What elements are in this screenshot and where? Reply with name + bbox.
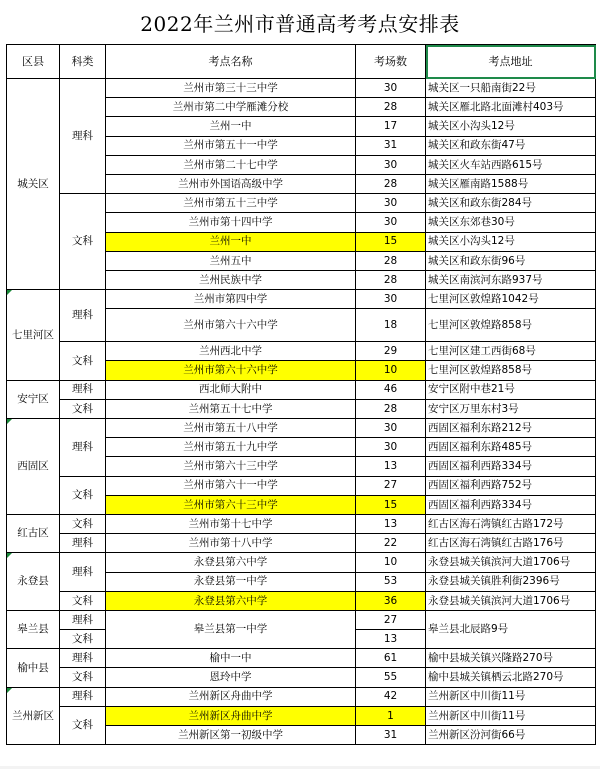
address-cell[interactable]: 西固区福利西路334号 xyxy=(426,495,596,514)
subject-cell[interactable]: 理科 xyxy=(60,380,106,399)
venue-cell[interactable]: 恩玲中学 xyxy=(106,668,356,687)
address-cell[interactable]: 西固区福利西路334号 xyxy=(426,457,596,476)
subject-cell[interactable]: 理科 xyxy=(60,553,106,591)
rooms-cell[interactable]: 30 xyxy=(356,438,426,457)
venue-cell[interactable]: 永登县第六中学 xyxy=(106,591,356,610)
exam-venue-table xyxy=(6,44,596,745)
venue-cell[interactable]: 兰州市第六十六中学 xyxy=(106,309,356,342)
column-header-address[interactable]: 考点地址 xyxy=(426,45,596,79)
venue-cell[interactable]: 永登县第一中学 xyxy=(106,572,356,591)
venue-cell[interactable]: 兰州市第六十三中学 xyxy=(106,495,356,514)
subject-cell[interactable]: 文科 xyxy=(60,476,106,514)
table-row xyxy=(7,649,596,668)
rooms-cell[interactable]: 31 xyxy=(356,136,426,155)
rooms-cell[interactable]: 1 xyxy=(356,706,426,725)
rooms-cell[interactable]: 28 xyxy=(356,174,426,193)
rooms-cell[interactable]: 13 xyxy=(356,457,426,476)
venue-cell[interactable]: 兰州市第五十一中学 xyxy=(106,136,356,155)
address-cell[interactable]: 兰州新区中川街11号 xyxy=(426,687,596,706)
district-cell[interactable]: 红古区 xyxy=(7,514,60,552)
address-cell[interactable]: 永登县城关镇滨河大道1706号 xyxy=(426,591,596,610)
district-cell[interactable]: 西固区 xyxy=(7,419,60,515)
subject-cell[interactable]: 文科 xyxy=(60,668,106,687)
table-row xyxy=(7,668,596,687)
rooms-cell[interactable]: 28 xyxy=(356,98,426,117)
rooms-cell[interactable]: 28 xyxy=(356,270,426,289)
venue-cell[interactable]: 兰州市第六十三中学 xyxy=(106,457,356,476)
venue-cell[interactable]: 兰州市第五十八中学 xyxy=(106,419,356,438)
rooms-cell[interactable]: 30 xyxy=(356,419,426,438)
table-row xyxy=(7,419,596,438)
address-cell[interactable]: 永登县城关镇滨河大道1706号 xyxy=(426,553,596,572)
rooms-cell[interactable]: 10 xyxy=(356,361,426,380)
address-cell[interactable]: 安宁区附中巷21号 xyxy=(426,380,596,399)
district-cell[interactable]: 七里河区 xyxy=(7,290,60,381)
venue-cell[interactable]: 兰州市第二中学雁滩分校 xyxy=(106,98,356,117)
rooms-cell[interactable]: 46 xyxy=(356,380,426,399)
venue-cell[interactable]: 兰州新区舟曲中学 xyxy=(106,706,356,725)
subject-cell[interactable]: 文科 xyxy=(60,399,106,418)
address-cell[interactable]: 城关区东郊巷30号 xyxy=(426,213,596,232)
address-cell[interactable]: 红古区海石湾镇红古路172号 xyxy=(426,514,596,533)
address-cell[interactable]: 城关区和政东街47号 xyxy=(426,136,596,155)
address-cell[interactable]: 榆中县城关镇栖云北路270号 xyxy=(426,668,596,687)
venue-cell[interactable]: 兰州市第十七中学 xyxy=(106,514,356,533)
venue-cell[interactable]: 兰州西北中学 xyxy=(106,342,356,361)
column-header-rooms[interactable]: 考场数 xyxy=(356,45,426,79)
venue-cell[interactable]: 兰州市第六十六中学 xyxy=(106,361,356,380)
rooms-cell[interactable]: 30 xyxy=(356,213,426,232)
rooms-cell[interactable]: 27 xyxy=(356,610,426,629)
rooms-cell[interactable]: 15 xyxy=(356,232,426,251)
table-row xyxy=(7,610,596,629)
address-cell[interactable]: 榆中县城关镇兴隆路270号 xyxy=(426,649,596,668)
rooms-cell[interactable]: 55 xyxy=(356,668,426,687)
rooms-cell[interactable]: 30 xyxy=(356,155,426,174)
rooms-cell[interactable]: 30 xyxy=(356,79,426,98)
address-cell[interactable]: 永登县城关镇胜利街2396号 xyxy=(426,572,596,591)
address-cell[interactable]: 城关区雁北路北面滩村403号 xyxy=(426,98,596,117)
venue-cell[interactable]: 兰州市第十四中学 xyxy=(106,213,356,232)
address-cell[interactable]: 西固区福利东路212号 xyxy=(426,419,596,438)
subject-cell[interactable]: 文科 xyxy=(60,342,106,380)
rooms-cell[interactable]: 36 xyxy=(356,591,426,610)
venue-cell[interactable]: 兰州第五十七中学 xyxy=(106,399,356,418)
venue-cell[interactable]: 兰州市第五十三中学 xyxy=(106,194,356,213)
address-cell[interactable]: 红古区海石湾镇红古路176号 xyxy=(426,534,596,553)
table-row xyxy=(7,476,596,495)
rooms-cell[interactable]: 13 xyxy=(356,630,426,649)
rooms-cell[interactable]: 22 xyxy=(356,534,426,553)
address-cell[interactable]: 西固区福利东路485号 xyxy=(426,438,596,457)
rooms-cell[interactable]: 15 xyxy=(356,495,426,514)
venue-cell[interactable]: 皋兰县第一中学 xyxy=(106,610,356,648)
rooms-cell[interactable]: 13 xyxy=(356,514,426,533)
page-title: 2022年兰州市普通高考考点安排表 xyxy=(140,11,460,36)
venue-cell[interactable]: 兰州市第十八中学 xyxy=(106,534,356,553)
table-row xyxy=(7,534,596,553)
venue-cell[interactable]: 兰州民族中学 xyxy=(106,270,356,289)
district-cell[interactable]: 兰州新区 xyxy=(7,687,60,745)
venue-cell[interactable]: 永登县第六中学 xyxy=(106,553,356,572)
address-cell[interactable]: 西固区福利西路752号 xyxy=(426,476,596,495)
district-cell[interactable]: 城关区 xyxy=(7,79,60,290)
rooms-cell[interactable]: 28 xyxy=(356,251,426,270)
table-row xyxy=(7,380,596,399)
subject-cell[interactable]: 理科 xyxy=(60,534,106,553)
rooms-cell[interactable]: 28 xyxy=(356,399,426,418)
venue-cell[interactable]: 兰州新区舟曲中学 xyxy=(106,687,356,706)
rooms-cell[interactable]: 18 xyxy=(356,309,426,342)
subject-cell[interactable]: 理科 xyxy=(60,290,106,342)
subject-cell[interactable]: 文科 xyxy=(60,591,106,610)
subject-cell[interactable]: 理科 xyxy=(60,687,106,706)
subject-cell[interactable]: 理科 xyxy=(60,79,106,194)
table-row xyxy=(7,342,596,361)
venue-cell[interactable]: 兰州一中 xyxy=(106,117,356,136)
district-cell[interactable]: 皋兰县 xyxy=(7,610,60,648)
column-header-subject[interactable]: 科类 xyxy=(60,45,106,79)
rooms-cell[interactable]: 30 xyxy=(356,290,426,309)
address-cell[interactable]: 城关区雁南路1588号 xyxy=(426,174,596,193)
venue-cell[interactable]: 兰州新区第一初级中学 xyxy=(106,726,356,745)
subject-cell[interactable]: 理科 xyxy=(60,419,106,477)
rooms-cell[interactable]: 31 xyxy=(356,726,426,745)
rooms-cell[interactable]: 10 xyxy=(356,553,426,572)
table-row xyxy=(7,79,596,98)
venue-cell[interactable]: 兰州市第四中学 xyxy=(106,290,356,309)
rooms-cell[interactable]: 29 xyxy=(356,342,426,361)
subject-cell[interactable]: 文科 xyxy=(60,194,106,290)
rooms-cell[interactable]: 42 xyxy=(356,687,426,706)
address-cell[interactable]: 城关区和政东街96号 xyxy=(426,251,596,270)
table-row xyxy=(7,399,596,418)
column-header-district[interactable]: 区县 xyxy=(7,45,60,79)
address-cell[interactable]: 皋兰县北辰路9号 xyxy=(426,610,596,648)
address-cell[interactable]: 兰州新区汾河街66号 xyxy=(426,726,596,745)
table-row xyxy=(7,706,596,725)
table-row xyxy=(7,290,596,309)
address-cell[interactable]: 安宁区万里东村3号 xyxy=(426,399,596,418)
address-cell[interactable]: 城关区一只船南街22号 xyxy=(426,79,596,98)
rooms-cell[interactable]: 27 xyxy=(356,476,426,495)
district-cell[interactable]: 安宁区 xyxy=(7,380,60,418)
subject-cell[interactable]: 理科 xyxy=(60,610,106,629)
venue-cell[interactable]: 兰州市第五十九中学 xyxy=(106,438,356,457)
address-cell[interactable]: 七里河区敦煌路1042号 xyxy=(426,290,596,309)
district-cell[interactable]: 永登县 xyxy=(7,553,60,611)
address-cell[interactable]: 城关区南滨河东路937号 xyxy=(426,270,596,289)
venue-cell[interactable]: 兰州一中 xyxy=(106,232,356,251)
venue-cell[interactable]: 兰州市外国语高级中学 xyxy=(106,174,356,193)
address-cell[interactable]: 城关区小沟头12号 xyxy=(426,117,596,136)
venue-cell[interactable]: 兰州市第六十一中学 xyxy=(106,476,356,495)
subject-cell[interactable]: 文科 xyxy=(60,706,106,744)
header-row xyxy=(7,45,596,79)
table-row xyxy=(7,687,596,706)
column-header-venue[interactable]: 考点名称 xyxy=(106,45,356,79)
table-row xyxy=(7,514,596,533)
table-row xyxy=(7,194,596,213)
district-cell[interactable]: 榆中县 xyxy=(7,649,60,687)
address-cell[interactable]: 城关区火车站西路615号 xyxy=(426,155,596,174)
table-row xyxy=(7,553,596,572)
address-cell[interactable]: 兰州新区中川街11号 xyxy=(426,706,596,725)
rooms-cell[interactable]: 30 xyxy=(356,194,426,213)
subject-cell[interactable]: 文科 xyxy=(60,514,106,533)
address-cell[interactable]: 城关区和政东街284号 xyxy=(426,194,596,213)
address-cell[interactable]: 七里河区敦煌路858号 xyxy=(426,309,596,342)
address-cell[interactable]: 七里河区敦煌路858号 xyxy=(426,361,596,380)
rooms-cell[interactable]: 61 xyxy=(356,649,426,668)
rooms-cell[interactable]: 17 xyxy=(356,117,426,136)
table-row xyxy=(7,591,596,610)
venue-cell[interactable]: 榆中一中 xyxy=(106,649,356,668)
subject-cell[interactable]: 理科 xyxy=(60,649,106,668)
address-cell[interactable]: 城关区小沟头12号 xyxy=(426,232,596,251)
rooms-cell[interactable]: 53 xyxy=(356,572,426,591)
subject-cell[interactable]: 文科 xyxy=(60,630,106,649)
venue-cell[interactable]: 兰州五中 xyxy=(106,251,356,270)
venue-cell[interactable]: 西北师大附中 xyxy=(106,380,356,399)
venue-cell[interactable]: 兰州市第二十七中学 xyxy=(106,155,356,174)
address-cell[interactable]: 七里河区建工西街68号 xyxy=(426,342,596,361)
venue-cell[interactable]: 兰州市第三十三中学 xyxy=(106,79,356,98)
